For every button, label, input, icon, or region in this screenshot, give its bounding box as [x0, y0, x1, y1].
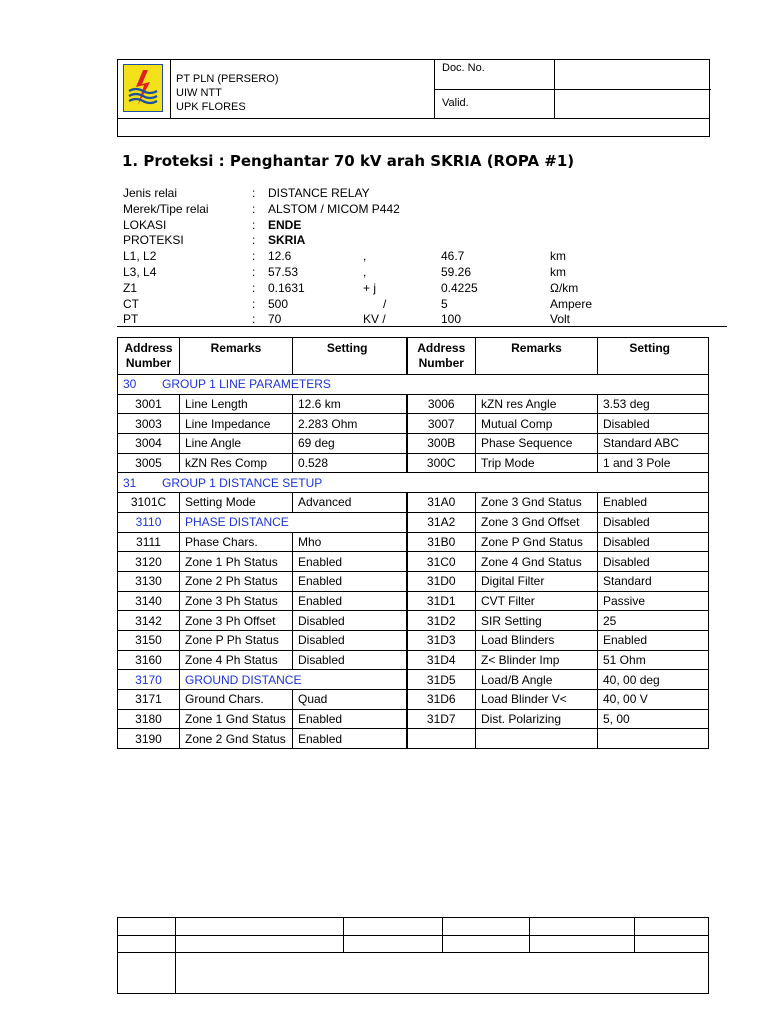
remarks-cell: Zone P Ph Status: [180, 630, 293, 650]
setting-cell: Disabled: [293, 650, 407, 670]
table-row: [118, 394, 709, 414]
col-header-address: Address Number: [407, 338, 476, 375]
table-row: [118, 650, 709, 670]
group-name: GROUP 1 DISTANCE SETUP: [162, 475, 323, 490]
info-unit: Ω/km: [550, 280, 579, 295]
remarks-cell: Zone 1 Ph Status: [180, 552, 293, 572]
group-header: [118, 375, 709, 395]
info-row: [123, 202, 623, 217]
setting-cell: Mho: [293, 532, 407, 552]
remarks-cell: Mutual Comp: [476, 414, 598, 434]
setting-cell: Standard ABC: [598, 434, 709, 454]
remarks-cell: Zone 3 Gnd Status: [476, 493, 598, 513]
col-header-address: Address Number: [118, 338, 180, 375]
info-row: [123, 186, 623, 201]
info-op: + j: [363, 280, 377, 295]
info-unit: Ampere: [550, 296, 593, 311]
info-label: Z1: [123, 280, 138, 295]
group-code: 30: [123, 377, 137, 392]
address-cell: 3150: [118, 630, 180, 650]
remarks-cell: Zone 3 Ph Status: [180, 591, 293, 611]
remarks-cell: kZN Res Comp: [180, 453, 293, 473]
setting-cell: Disabled: [598, 532, 709, 552]
info-op: /: [383, 296, 387, 311]
table-row: [118, 630, 709, 650]
setting-cell: 3.53 deg: [598, 394, 709, 414]
info-label: PROTEKSI: [123, 233, 184, 248]
info-op: ,: [363, 265, 367, 279]
company-line: PT PLN (PERSERO): [176, 73, 279, 85]
address-cell: 300C: [407, 453, 476, 473]
setting-cell: Standard: [598, 571, 709, 591]
setting-cell: Enabled: [293, 729, 407, 749]
setting-cell: 12.6 km: [293, 394, 407, 414]
table-row: [118, 729, 709, 749]
info-colon: :: [252, 186, 256, 200]
info-label: LOKASI: [123, 217, 167, 232]
setting-cell: Enabled: [598, 630, 709, 650]
info-label: Merek/Tipe relai: [123, 201, 209, 216]
doc-no-label: Doc. No.: [442, 62, 485, 74]
remarks-cell: Ground Chars.: [180, 690, 293, 710]
address-cell: 31D2: [407, 611, 476, 631]
remarks-cell: Dist. Polarizing: [476, 709, 598, 729]
group-header: [118, 473, 709, 493]
divider: [117, 326, 727, 327]
remarks-cell: kZN res Angle: [476, 394, 598, 414]
valid-label: Valid.: [442, 97, 469, 109]
setting-cell: Enabled: [293, 709, 407, 729]
group-row: [118, 473, 709, 493]
setting-cell: Enabled: [293, 591, 407, 611]
address-cell: 31B0: [407, 532, 476, 552]
table-row: [118, 571, 709, 591]
section-title: 1. Proteksi : Penghantar 70 kV arah SKRIA (ROPA #1): [122, 152, 575, 170]
table-row: [118, 512, 709, 532]
remarks-cell: Digital Filter: [476, 571, 598, 591]
address-cell: 3005: [118, 453, 180, 473]
remarks-cell: Z< Blinder Imp: [476, 650, 598, 670]
table-row: [118, 434, 709, 454]
info-colon: :: [252, 280, 256, 295]
info-label: CT: [123, 296, 139, 311]
info-value2: 59.26: [441, 265, 472, 279]
info-label: L3, L4: [123, 265, 157, 279]
address-cell: 3003: [118, 414, 180, 434]
address-cell: 3171: [118, 690, 180, 710]
remarks-cell: Trip Mode: [476, 453, 598, 473]
address-cell: 3001: [118, 394, 180, 414]
setting-cell: 51 Ohm: [598, 650, 709, 670]
col-header-setting: Setting: [598, 338, 709, 375]
info-value2: 100: [441, 312, 462, 327]
info-value: 500: [268, 296, 289, 311]
info-colon: :: [252, 217, 256, 232]
remarks-cell: Zone 3 Gnd Offset: [476, 512, 598, 532]
setting-cell: 25: [598, 611, 709, 631]
subgroup-name: PHASE DISTANCE: [180, 512, 407, 532]
remarks-cell: [476, 729, 598, 749]
address-cell: 3190: [118, 729, 180, 749]
address-cell: 31D4: [407, 650, 476, 670]
remarks-cell: Setting Mode: [180, 493, 293, 513]
info-unit: km: [550, 249, 566, 264]
address-cell: 300B: [407, 434, 476, 454]
address-cell: 31D3: [407, 630, 476, 650]
company-name: [176, 72, 279, 114]
remarks-cell: Zone 2 Gnd Status: [180, 729, 293, 749]
address-cell: 31A0: [407, 493, 476, 513]
remarks-cell: Zone P Gnd Status: [476, 532, 598, 552]
address-cell: 3120: [118, 552, 180, 572]
info-row: [123, 249, 623, 264]
info-value: 57.53: [268, 265, 299, 279]
setting-cell: Disabled: [293, 630, 407, 650]
group-row: [118, 375, 709, 395]
table-row: [118, 453, 709, 473]
info-value: ALSTOM / MICOM P442: [268, 201, 400, 216]
info-value: 70: [268, 312, 282, 327]
info-label: L1, L2: [123, 249, 157, 264]
info-value: 0.1631: [268, 280, 305, 295]
info-value: 12.6: [268, 249, 292, 264]
company-line: UIW NTT: [176, 87, 222, 99]
remarks-cell: Load Blinders: [476, 630, 598, 650]
remarks-cell: Zone 4 Gnd Status: [476, 552, 598, 572]
info-value: ENDE: [268, 217, 302, 232]
address-cell: 3007: [407, 414, 476, 434]
address-cell: 3101C: [118, 493, 180, 513]
address-cell: 31D7: [407, 709, 476, 729]
info-value2: 5: [441, 296, 448, 311]
address-cell: 3006: [407, 394, 476, 414]
setting-cell: Enabled: [293, 571, 407, 591]
remarks-cell: Zone 2 Ph Status: [180, 571, 293, 591]
setting-cell: Disabled: [598, 512, 709, 532]
address-cell: 31D1: [407, 591, 476, 611]
remarks-cell: Line Length: [180, 394, 293, 414]
address-cell: 3111: [118, 532, 180, 552]
group-name: GROUP 1 LINE PARAMETERS: [162, 377, 331, 392]
col-header-remarks: Remarks: [476, 338, 598, 375]
table-row: [118, 532, 709, 552]
info-label: Jenis relai: [123, 186, 178, 200]
address-cell: [407, 729, 476, 749]
address-cell: 31D5: [407, 670, 476, 690]
setting-cell: Quad: [293, 690, 407, 710]
info-colon: :: [252, 249, 256, 264]
table-row: [118, 690, 709, 710]
address-cell: 3140: [118, 591, 180, 611]
info-colon: :: [252, 201, 256, 216]
group-code: 31: [123, 475, 137, 490]
info-value: SKRIA: [268, 233, 306, 248]
address-cell: 3180: [118, 709, 180, 729]
table-row: [118, 611, 709, 631]
table-row: [118, 552, 709, 572]
address-cell: 31D6: [407, 690, 476, 710]
info-value: DISTANCE RELAY: [268, 186, 370, 200]
table-row: [118, 709, 709, 729]
address-cell: 31A2: [407, 512, 476, 532]
remarks-cell: Phase Sequence: [476, 434, 598, 454]
setting-cell: Disabled: [598, 552, 709, 572]
setting-cell: Advanced: [293, 493, 407, 513]
setting-cell: Disabled: [293, 611, 407, 631]
setting-cell: 69 deg: [293, 434, 407, 454]
setting-cell: Disabled: [598, 414, 709, 434]
info-colon: :: [252, 312, 256, 327]
address-cell: 31C0: [407, 552, 476, 572]
info-row: [123, 281, 623, 296]
setting-cell: 40, 00 V: [598, 690, 709, 710]
info-colon: :: [252, 296, 256, 311]
table-row: [118, 591, 709, 611]
info-unit: Volt: [550, 312, 571, 327]
info-row: [123, 218, 623, 233]
document-footer: [117, 917, 709, 994]
remarks-cell: Line Impedance: [180, 414, 293, 434]
remarks-cell: SIR Setting: [476, 611, 598, 631]
info-colon: :: [252, 265, 256, 279]
info-value2: 46.7: [441, 249, 465, 264]
pln-logo-icon: [123, 64, 163, 112]
address-cell: 3142: [118, 611, 180, 631]
remarks-cell: Zone 1 Gnd Status: [180, 709, 293, 729]
table-row: [118, 670, 709, 690]
remarks-cell: Load Blinder V<: [476, 690, 598, 710]
remarks-cell: Load/B Angle: [476, 670, 598, 690]
subgroup-name: GROUND DISTANCE: [180, 670, 407, 690]
info-unit: km: [550, 265, 566, 279]
remarks-cell: Line Angle: [180, 434, 293, 454]
info-colon: :: [252, 233, 256, 248]
setting-cell: 5, 00: [598, 709, 709, 729]
info-op: ,: [363, 249, 367, 264]
settings-table: [117, 337, 709, 749]
setting-cell: Passive: [598, 591, 709, 611]
table-row: [118, 493, 709, 513]
remarks-cell: Zone 3 Ph Offset: [180, 611, 293, 631]
info-label: PT: [123, 312, 139, 327]
setting-cell: Enabled: [293, 552, 407, 572]
setting-cell: [598, 729, 709, 749]
info-row: [123, 297, 623, 312]
table-header-row: [118, 338, 709, 375]
setting-cell: 2.283 Ohm: [293, 414, 407, 434]
address-cell: 3160: [118, 650, 180, 670]
address-cell: 3004: [118, 434, 180, 454]
address-cell: 3130: [118, 571, 180, 591]
info-row: [123, 265, 623, 280]
setting-cell: 40, 00 deg: [598, 670, 709, 690]
col-header-setting: Setting: [293, 338, 407, 375]
company-line: UPK FLORES: [176, 101, 246, 113]
document-header: [117, 59, 710, 137]
setting-cell: 1 and 3 Pole: [598, 453, 709, 473]
info-op: KV /: [363, 312, 386, 327]
subgroup-code: 3170: [118, 670, 180, 690]
col-header-remarks: Remarks: [180, 338, 293, 375]
info-value2: 0.4225: [441, 280, 478, 295]
setting-cell: 0.528: [293, 453, 407, 473]
subgroup-code: 3110: [118, 512, 180, 532]
remarks-cell: Phase Chars.: [180, 532, 293, 552]
table-row: [118, 414, 709, 434]
info-row: [123, 233, 623, 248]
address-cell: 31D0: [407, 571, 476, 591]
remarks-cell: CVT Filter: [476, 591, 598, 611]
remarks-cell: Zone 4 Ph Status: [180, 650, 293, 670]
setting-cell: Enabled: [598, 493, 709, 513]
